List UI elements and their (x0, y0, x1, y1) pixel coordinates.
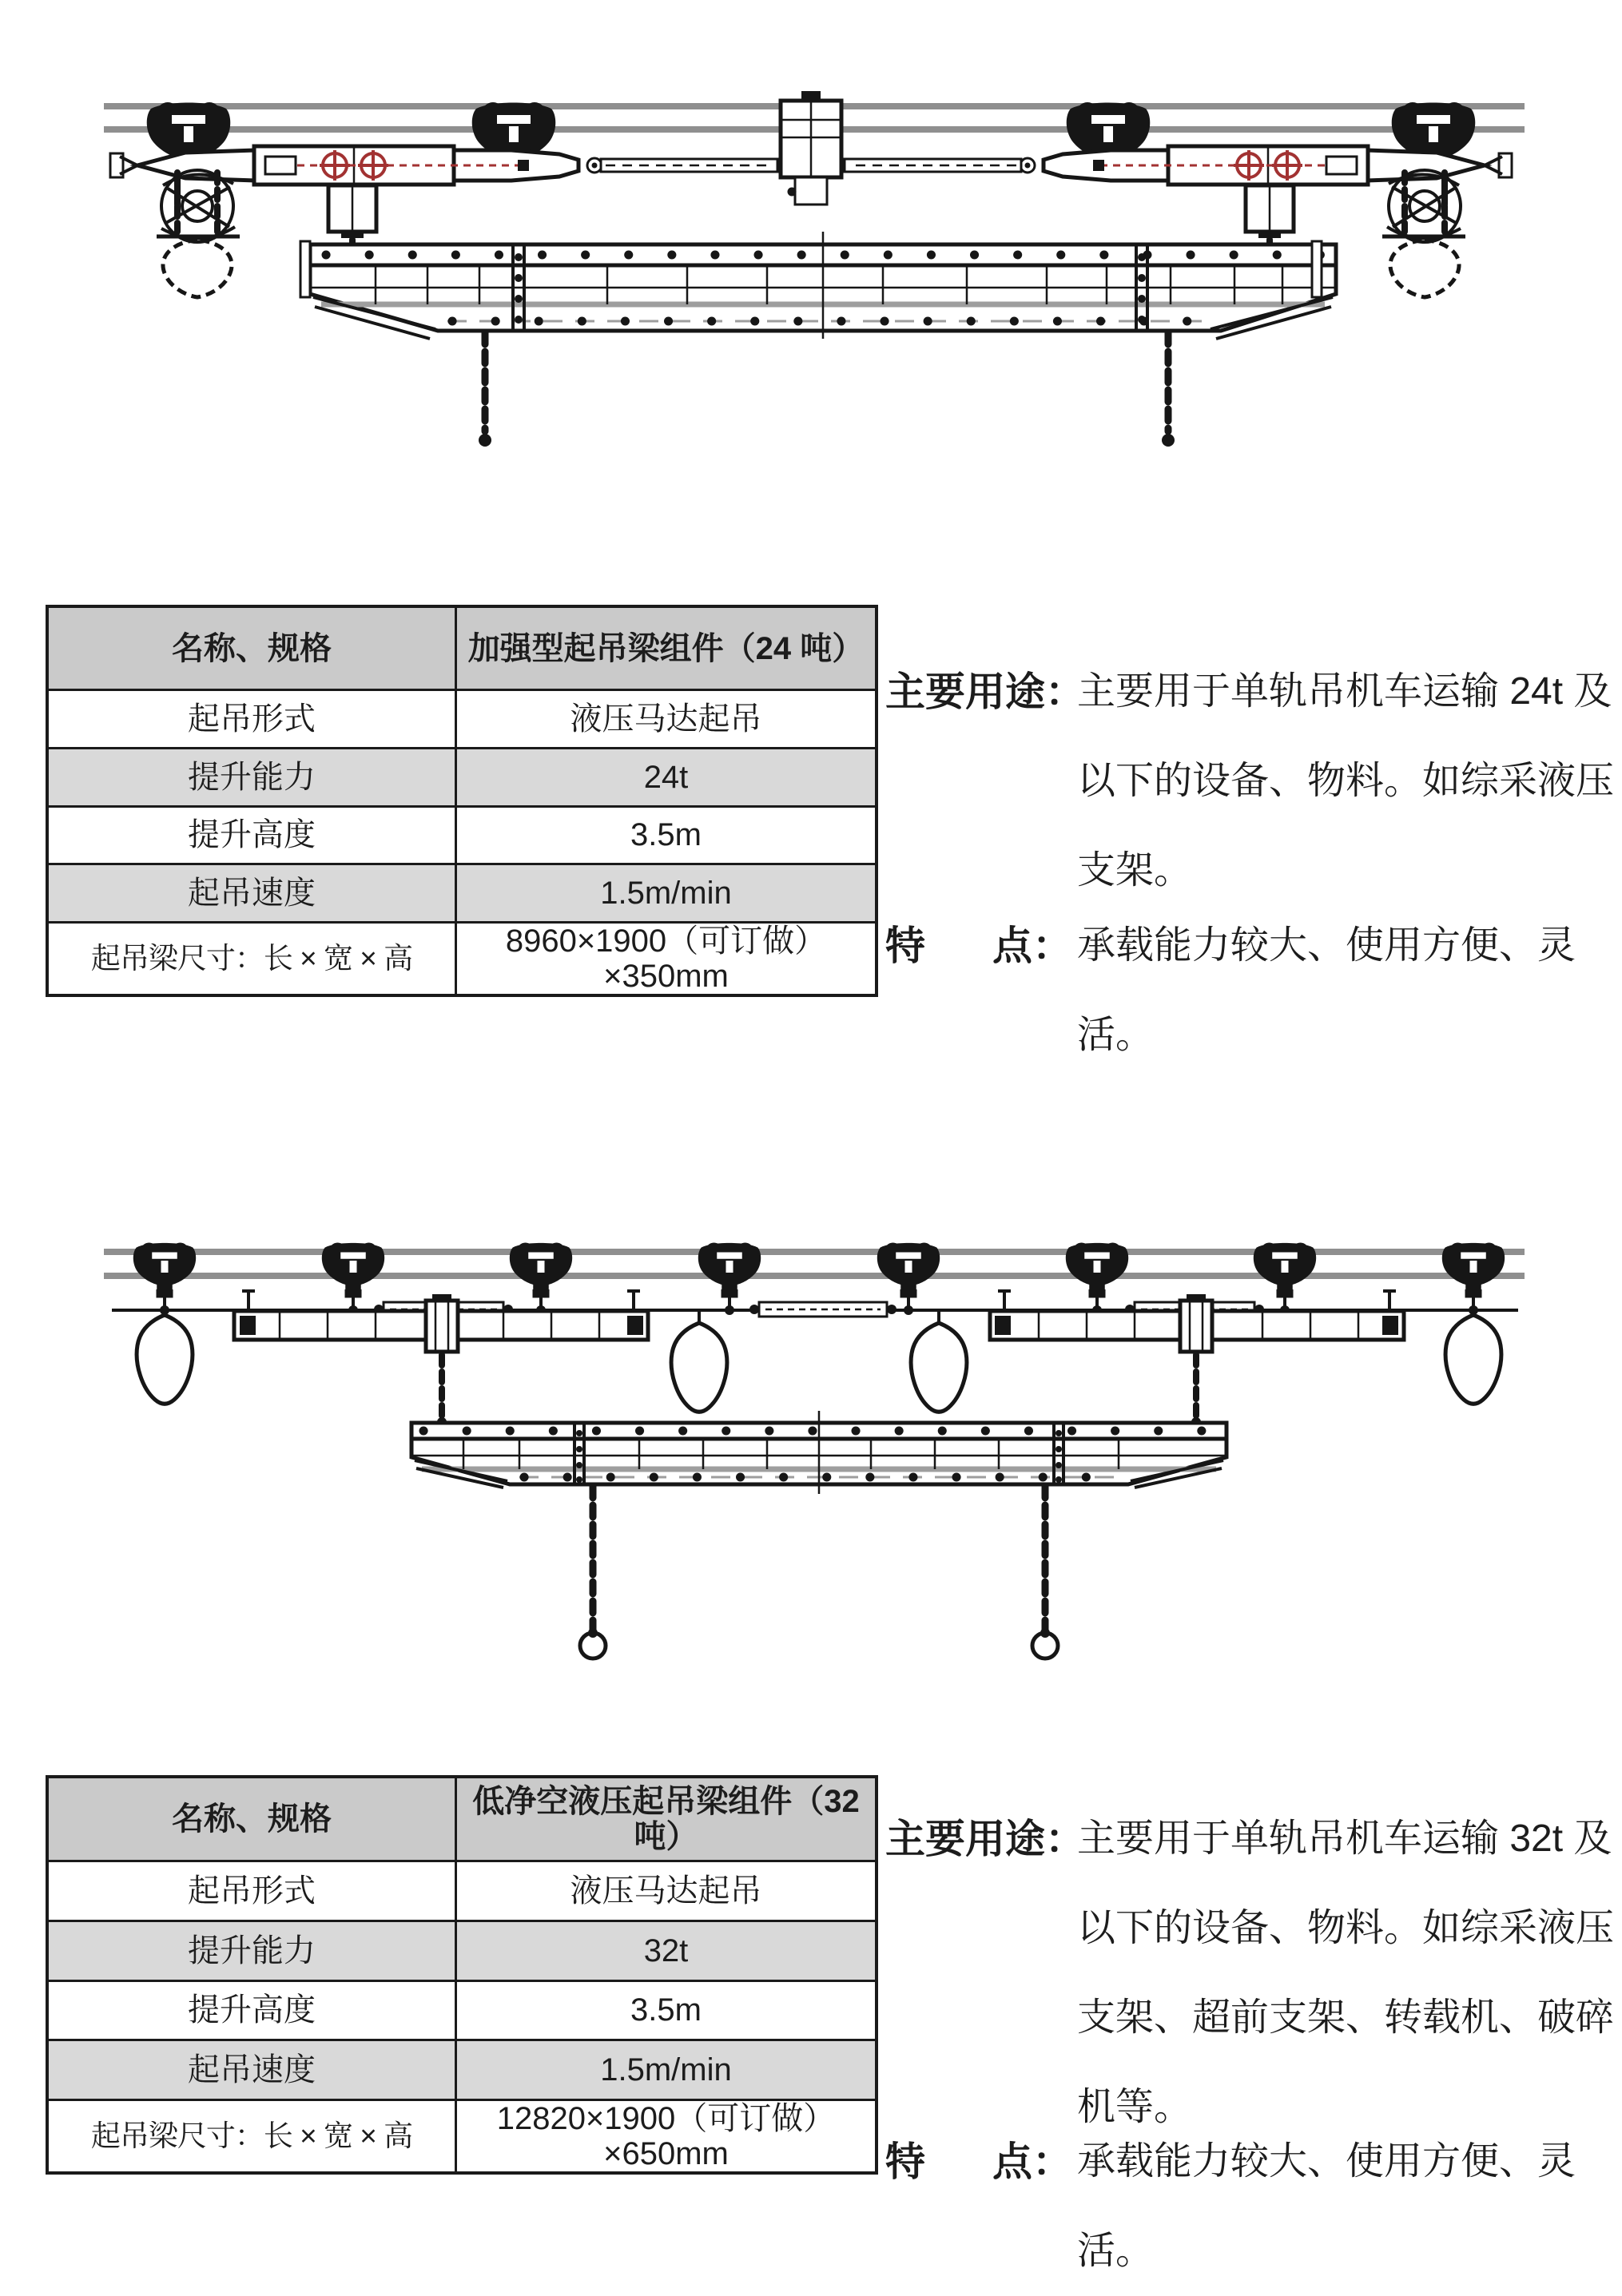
feature-block-32t (885, 2117, 1622, 2296)
feature-text: 承载能力较大、使用方便、灵活。 (1077, 924, 1576, 1056)
row-value: 1.5m/min (455, 865, 875, 921)
right-half-32t (877, 1243, 1505, 1428)
usage-block-32t (885, 1794, 1622, 2152)
drawing-32t-assembly (0, 1222, 1622, 1670)
sling-chain (580, 1486, 1058, 1658)
table-row (49, 747, 875, 805)
turnbuckle-rod (749, 1302, 896, 1317)
row-value: 32t (455, 1922, 875, 1980)
row-label: 起吊速度 (188, 2052, 316, 2088)
usage-block-24t (885, 647, 1622, 916)
table-row (49, 1980, 875, 2040)
table-header-row (49, 1778, 875, 1862)
row-value: 8960×1900（可订做）×350mm (455, 924, 875, 994)
lifting-beam-24t (300, 232, 1336, 339)
center-connector (781, 91, 841, 205)
row-value: 12820×1900（可订做）×650mm (455, 2101, 875, 2171)
usage-label: 主要用途： (885, 669, 1085, 714)
row-label: 提升高度 (188, 817, 316, 853)
feature-text: 承载能力较大、使用方便、灵活。 (1077, 2140, 1576, 2272)
table-row (49, 1920, 875, 1980)
feature-label: 特 点： (885, 2139, 1072, 2184)
lifting-beam-32t (411, 1411, 1226, 1494)
header-name-spec: 名称、规格 (172, 1801, 332, 1837)
row-label: 起吊形式 (188, 701, 316, 737)
feature-block-24t (885, 901, 1622, 1080)
row-label: 提升能力 (188, 759, 316, 795)
feature-label: 特 点： (885, 924, 1072, 968)
table-body (49, 1862, 875, 2171)
table-row (49, 863, 875, 921)
row-label: 起吊梁尺寸：长 × 宽 × 高 (90, 941, 413, 975)
table-row (49, 921, 875, 994)
row-value: 1.5m/min (455, 2041, 875, 2099)
row-label: 提升高度 (188, 1992, 316, 2028)
row-label: 提升能力 (188, 1933, 316, 1968)
row-label: 起吊梁尺寸：长 × 宽 × 高 (90, 2119, 413, 2152)
usage-label: 主要用途： (885, 1817, 1085, 1861)
usage-text: 主要用于单轨吊机车运输 32t 及以下的设备、物料。如综采液压支架、超前支架、转载机、破碎机等。 (1077, 1817, 1615, 2128)
table-header-row (49, 608, 875, 691)
row-value: 液压马达起吊 (455, 1862, 875, 1920)
table-row (49, 2099, 875, 2171)
table-row (49, 805, 875, 864)
header-name-spec: 名称、规格 (172, 630, 332, 666)
row-label: 起吊速度 (188, 876, 316, 912)
row-value: 24t (455, 749, 875, 805)
header-product-name: 低净空液压起吊梁组件（32 吨） (455, 1778, 875, 1860)
table-row (49, 1862, 875, 1920)
header-product-name: 加强型起吊梁组件（24 吨） (455, 608, 875, 689)
row-label: 起吊形式 (188, 1873, 316, 1909)
row-value: 3.5m (455, 808, 875, 864)
spec-table-24t (46, 605, 878, 997)
row-value: 3.5m (455, 1982, 875, 2040)
sling-chain (479, 332, 1175, 447)
drawing-24t-assembly (0, 0, 1622, 455)
spec-table-32t (46, 1775, 878, 2175)
row-value: 液压马达起吊 (455, 691, 875, 747)
table-body (49, 691, 875, 994)
usage-text: 主要用于单轨吊机车运输 24t 及以下的设备、物料。如综采液压支架。 (1077, 670, 1615, 892)
table-row (49, 2039, 875, 2099)
table-row (49, 691, 875, 747)
